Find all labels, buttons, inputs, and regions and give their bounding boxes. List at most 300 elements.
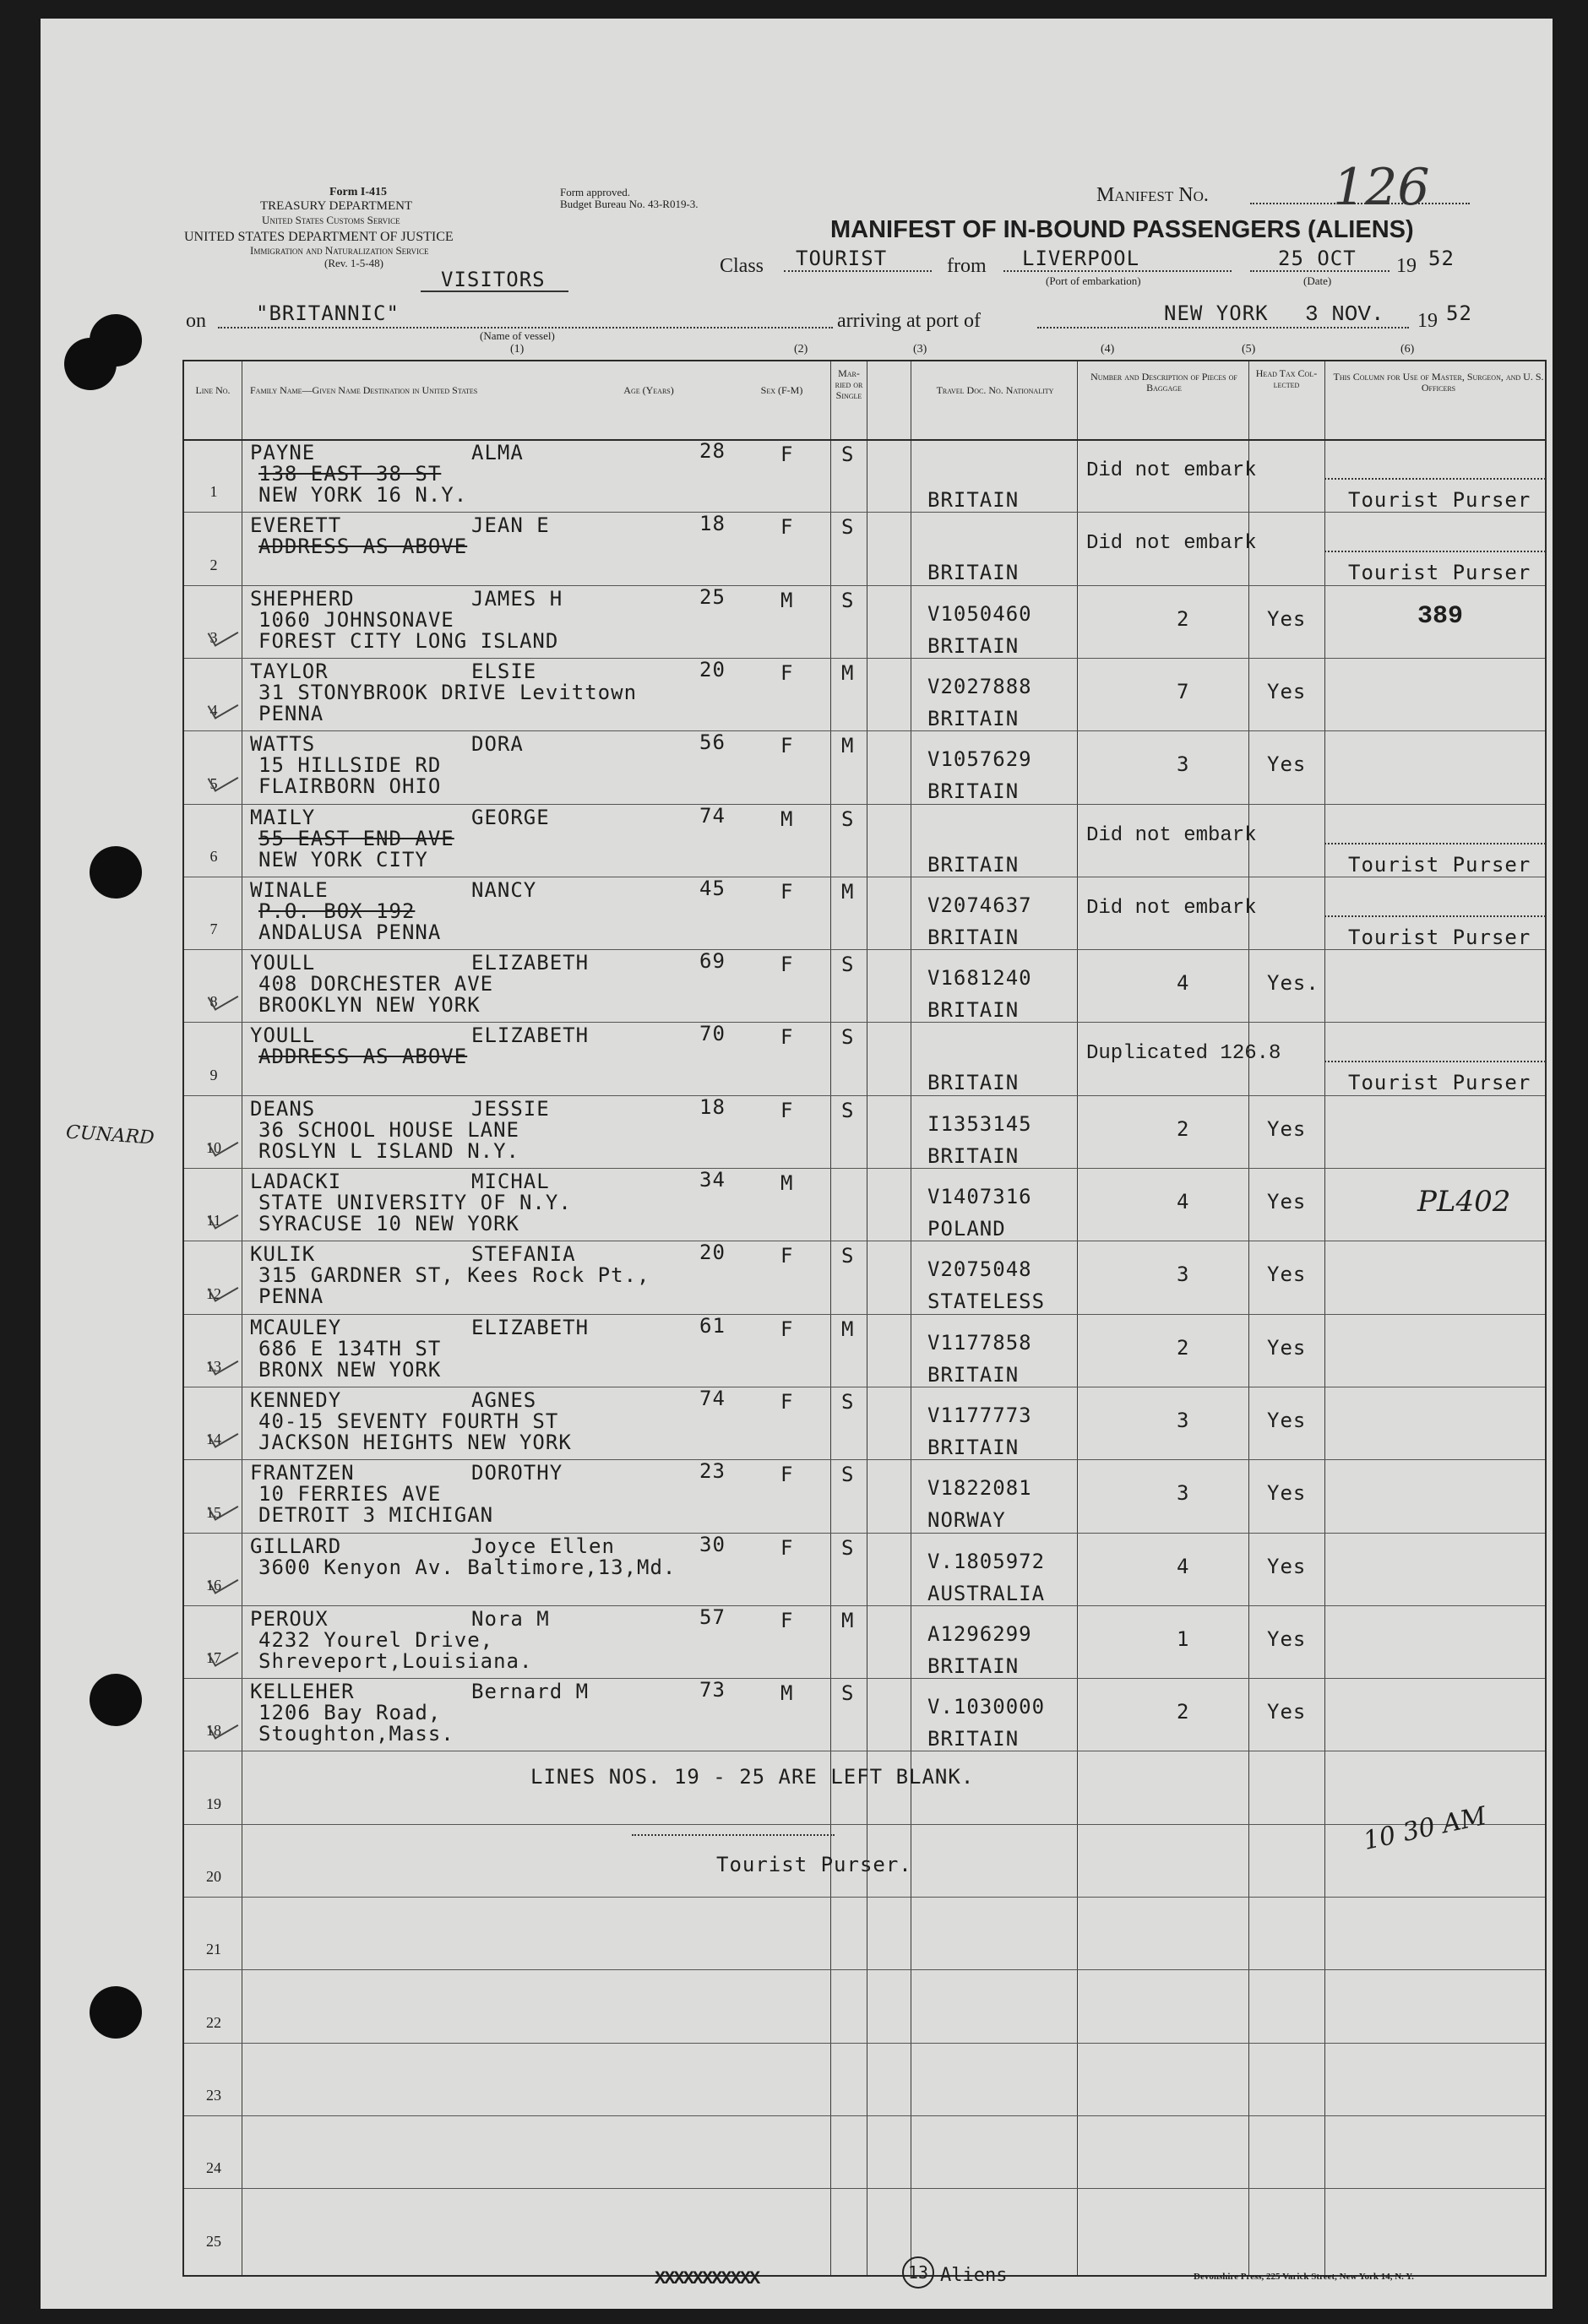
purser-signature-line [632, 1834, 835, 1836]
travel-doc-no: V2074637 [927, 893, 1032, 917]
budget-bureau: Budget Bureau No. 43-R019-3. [560, 198, 699, 210]
passenger-nationality: BRITAIN [927, 561, 1020, 585]
line-number: 21 [206, 1941, 221, 1958]
passenger-married: S [841, 1025, 855, 1050]
col-num-6: (6) [1400, 343, 1415, 356]
passenger-family-name: PEROUX [250, 1606, 329, 1631]
passenger-nationality: BRITAIN [927, 1362, 1020, 1387]
date-line [1250, 270, 1390, 272]
line-number: 13 [206, 1357, 221, 1375]
header-married: Mar-ried or Single [835, 367, 863, 401]
passenger-sex: F [780, 443, 794, 466]
on-label: on [186, 310, 206, 332]
from-value: LIVERPOOL [1022, 247, 1140, 270]
passenger-address-1: 1206 Bay Road, [258, 1701, 442, 1725]
passenger-address-2: ANDALUSA PENNA [258, 920, 442, 944]
passenger-address-1: 40-15 SEVENTY FOURTH ST [258, 1409, 559, 1433]
row-divider [184, 1678, 1545, 1679]
passenger-married: S [841, 1535, 855, 1560]
passenger-given-name: STEFANIA [471, 1242, 576, 1267]
vessel-line [218, 327, 833, 329]
passenger-nationality: BRITAIN [927, 1071, 1020, 1095]
form-approved: Form approved. [560, 186, 631, 198]
form-number: Form I-415 [329, 186, 388, 198]
passenger-sex: M [780, 1171, 794, 1195]
arrival-date: 3 NOV. [1305, 301, 1384, 327]
passenger-age: 34 [699, 1168, 726, 1192]
visitors-stamp: VISITORS [441, 268, 546, 291]
line-number: 14 [206, 1431, 221, 1448]
passenger-address-2: BRONX NEW YORK [258, 1357, 442, 1382]
line-number: 1 [209, 483, 218, 501]
line-number: 10 [206, 1139, 221, 1156]
passenger-address-1: ADDRESS AS ABOVE [258, 1045, 468, 1069]
travel-doc-no: V.1805972 [927, 1549, 1046, 1573]
passenger-family-name: WATTS [250, 732, 316, 757]
line-number: 12 [206, 1284, 221, 1302]
travel-doc-no: V1177858 [927, 1330, 1032, 1355]
passenger-age: 23 [699, 1459, 726, 1484]
passenger-nationality: BRITAIN [927, 925, 1020, 949]
line-number: 11 [206, 1212, 221, 1230]
margin-note: CUNARD [65, 1121, 155, 1149]
printer-imprint: Devonshire Press, 225 Varick Street, New York 14, N. Y. [1194, 2272, 1414, 2282]
passenger-address-1: 31 STONYBROOK DRIVE Levittown [258, 680, 638, 704]
passenger-married: S [841, 515, 855, 540]
passenger-address-1: 686 E 134TH ST [258, 1336, 442, 1360]
head-tax: Yes [1267, 752, 1307, 777]
passenger-address-1: 3600 Kenyon Av. Baltimore,13,Md. [258, 1555, 677, 1579]
passenger-address-2: FOREST CITY LONG ISLAND [258, 628, 559, 653]
passenger-address-2: NEW YORK 16 N.Y. [258, 483, 468, 507]
row-divider [184, 1605, 1545, 1606]
class-label: Class [720, 255, 764, 277]
head-tax: Yes [1267, 1262, 1307, 1287]
struck-x-marks: XXXXXXXXXXX [655, 2268, 759, 2289]
passenger-given-name: ELIZABETH [471, 951, 590, 975]
manifest-table [182, 360, 1547, 2277]
header-line-no: Line No. [195, 384, 231, 396]
passenger-address-2: DETROIT 3 MICHIGAN [258, 1503, 494, 1528]
passenger-sex: F [780, 1463, 794, 1487]
row-divider [184, 1533, 1545, 1534]
passenger-address-2: JACKSON HEIGHTS NEW YORK [258, 1430, 572, 1454]
passenger-family-name: KENNEDY [250, 1387, 342, 1412]
date-value: 25 OCT [1278, 247, 1357, 270]
passenger-sex: M [780, 588, 794, 612]
line-number: 9 [209, 1066, 218, 1083]
port-embark-note: (Port of embarkation) [1046, 274, 1141, 287]
row-divider [184, 1314, 1545, 1315]
arrival-line [1037, 327, 1409, 329]
line-number: 2 [209, 556, 218, 573]
travel-doc-no: V.1030000 [927, 1695, 1046, 1719]
passenger-sex: F [780, 734, 794, 758]
baggage-count: 3 [1177, 752, 1190, 777]
passenger-address-2: ROSLYN L ISLAND N.Y. [258, 1138, 519, 1163]
passenger-given-name: ELSIE [471, 659, 537, 683]
header-head-tax: Head Tax Col-lected [1255, 367, 1318, 390]
passenger-address-1: ADDRESS AS ABOVE [258, 535, 468, 559]
manifest-no-label: Manifest No. [1096, 184, 1209, 206]
passenger-family-name: WINALE [250, 877, 329, 902]
passenger-nationality: POLAND [927, 1217, 1006, 1241]
customs-service: United States Customs Service [262, 214, 400, 226]
passenger-family-name: TAYLOR [250, 659, 329, 683]
passenger-sex: F [780, 879, 794, 904]
passenger-given-name: Nora M [471, 1606, 550, 1631]
baggage-count: 4 [1177, 1190, 1190, 1214]
baggage-status: Did not embark [1086, 896, 1257, 920]
line-number: 4 [209, 702, 218, 719]
line-number: 16 [206, 1576, 221, 1594]
passenger-address-2: BROOKLYN NEW YORK [258, 993, 481, 1018]
head-tax: Yes [1267, 1116, 1307, 1141]
passenger-sex: M [780, 1681, 794, 1706]
travel-doc-no: V1177773 [927, 1403, 1032, 1427]
passenger-address-1: 36 SCHOOL HOUSE LANE [258, 1117, 519, 1142]
passenger-nationality: BRITAIN [927, 488, 1020, 512]
punch-hole [90, 846, 142, 899]
officer-note: Tourist Purser [1348, 1071, 1531, 1095]
passenger-family-name: FRANTZEN [250, 1461, 355, 1485]
line-number: 24 [206, 2159, 221, 2177]
passenger-family-name: MAILY [250, 805, 316, 829]
baggage-count: 2 [1177, 606, 1190, 631]
passenger-sex: F [780, 953, 794, 977]
line-number: 6 [209, 847, 218, 865]
head-tax: Yes. [1267, 971, 1319, 996]
travel-doc-no: V1822081 [927, 1476, 1032, 1501]
passenger-age: 25 [699, 584, 726, 609]
passenger-nationality: BRITAIN [927, 998, 1020, 1023]
passenger-address-2: Shreveport,Louisiana. [258, 1648, 533, 1673]
passenger-address-2: Stoughton,Mass. [258, 1722, 454, 1746]
class-line [784, 270, 932, 272]
travel-doc-no: V2027888 [927, 674, 1032, 698]
travel-doc-no: V1050460 [927, 601, 1032, 626]
aliens-count: 13 [902, 2256, 934, 2289]
passenger-sex: M [780, 806, 794, 831]
baggage-status: Did not embark [1086, 459, 1257, 482]
arrival-port: NEW YORK [1164, 301, 1269, 325]
passenger-married: S [841, 588, 855, 612]
row-divider [184, 658, 1545, 659]
passenger-married: M [841, 879, 855, 904]
col-num-4: (4) [1101, 343, 1115, 356]
year-label: 19 [1396, 255, 1417, 277]
passenger-given-name: ELIZABETH [471, 1024, 590, 1048]
passenger-family-name: GILLARD [250, 1534, 342, 1558]
line-number: 18 [206, 1722, 221, 1740]
passenger-age: 56 [699, 730, 726, 755]
arrival-year: 52 [1446, 301, 1472, 325]
passenger-given-name: DORA [471, 732, 524, 757]
from-label: from [947, 255, 987, 277]
header-name: Family Name—Given Name Destination in United States [250, 384, 478, 396]
row-divider [184, 1168, 1545, 1169]
passenger-given-name: JESSIE [471, 1096, 550, 1121]
passenger-address-1: STATE UNIVERSITY OF N.Y. [258, 1191, 572, 1214]
travel-doc-no: V1681240 [927, 966, 1032, 991]
passenger-address-1: 10 FERRIES AVE [258, 1482, 442, 1507]
baggage-count: 3 [1177, 1481, 1190, 1506]
passenger-nationality: NORWAY [927, 1508, 1006, 1533]
punch-hole [64, 338, 117, 390]
head-tax: Yes [1267, 1408, 1307, 1432]
passenger-sex: F [780, 1317, 794, 1341]
passenger-age: 74 [699, 1386, 726, 1410]
row-divider [184, 585, 1545, 586]
passenger-address-1: 1060 JOHNSONAVE [258, 607, 454, 632]
line-number: 5 [209, 774, 218, 792]
head-tax: Yes [1267, 1335, 1307, 1360]
baggage-count: 4 [1177, 971, 1190, 996]
row-divider [184, 949, 1545, 950]
passenger-given-name: ELIZABETH [471, 1315, 590, 1339]
row-divider [184, 804, 1545, 805]
justice-dept: UNITED STATES DEPARTMENT OF JUSTICE [184, 230, 454, 244]
arrival-year-label: 19 [1417, 310, 1438, 332]
head-tax: Yes [1267, 606, 1307, 631]
header-sex: Sex (F-M) [760, 384, 803, 396]
row-divider [184, 2043, 1545, 2044]
passenger-family-name: KELLEHER [250, 1680, 355, 1704]
passenger-given-name: JAMES H [471, 586, 563, 611]
passenger-given-name: MICHAL [471, 1170, 550, 1193]
passenger-nationality: BRITAIN [927, 779, 1020, 804]
line-number: 22 [206, 2013, 221, 2031]
line-number: 20 [206, 1868, 221, 1885]
passenger-given-name: JEAN E [471, 513, 550, 538]
line-number: 17 [206, 1649, 221, 1667]
passenger-address-2: PENNA [258, 701, 324, 725]
passenger-address-1: 55 EAST END AVE [258, 826, 454, 850]
passenger-married: S [841, 1244, 855, 1268]
passenger-family-name: YOULL [250, 951, 316, 975]
officer-dotted-line [1324, 478, 1546, 480]
officer-note: Tourist Purser [1348, 925, 1531, 949]
passenger-family-name: DEANS [250, 1096, 316, 1121]
passenger-family-name: YOULL [250, 1024, 316, 1048]
passenger-sex: F [780, 1608, 794, 1632]
row-divider [184, 1824, 1545, 1825]
manifest-title: MANIFEST OF IN-BOUND PASSENGERS (ALIENS) [830, 216, 1414, 243]
row-divider [184, 730, 1545, 731]
head-tax: Yes [1267, 1700, 1307, 1724]
passenger-married: S [841, 1389, 855, 1414]
passenger-age: 20 [699, 1241, 726, 1265]
passenger-age: 70 [699, 1022, 726, 1046]
row-divider [184, 512, 1545, 513]
purser-note: Tourist Purser. [716, 1853, 912, 1876]
passenger-married: S [841, 1681, 855, 1706]
passenger-nationality: BRITAIN [927, 706, 1020, 730]
row-divider [184, 1897, 1545, 1898]
passenger-address-2: SYRACUSE 10 NEW YORK [258, 1212, 519, 1235]
passenger-address-1: 15 HILLSIDE RD [258, 753, 442, 778]
visitors-underline [421, 290, 568, 292]
passenger-age: 28 [699, 439, 726, 463]
line-number: 8 [209, 993, 218, 1011]
passenger-address-2: PENNA [258, 1284, 324, 1309]
row-divider [184, 1459, 1545, 1460]
row-divider [184, 1969, 1545, 1970]
passenger-address-1: 4232 Yourel Drive, [258, 1627, 494, 1652]
passenger-married: S [841, 443, 855, 466]
officer-note: Tourist Purser [1348, 488, 1531, 512]
arriving-label: arriving at port of [837, 310, 981, 332]
manifest-no: 126 [1333, 158, 1430, 217]
arrival-time: 10 30 AM [1360, 1801, 1489, 1856]
header-officers: This Column for Use of Master, Surgeon, and U. S. Officers [1333, 371, 1544, 394]
date-note: (Date) [1303, 274, 1332, 287]
travel-doc-no: V2075048 [927, 1257, 1032, 1282]
baggage-count: 4 [1177, 1554, 1190, 1578]
passenger-age: 30 [699, 1532, 726, 1556]
passenger-given-name: DOROTHY [471, 1461, 563, 1485]
passenger-given-name: AGNES [471, 1387, 537, 1412]
baggage-count: 2 [1177, 1700, 1190, 1724]
baggage-count: 3 [1177, 1262, 1190, 1287]
head-tax: Yes [1267, 1626, 1307, 1651]
passenger-family-name: EVERETT [250, 513, 342, 538]
passenger-given-name: GEORGE [471, 805, 550, 829]
passenger-address-1: 315 GARDNER ST, Kees Rock Pt., [258, 1263, 650, 1288]
passenger-married: M [841, 734, 855, 758]
passenger-sex: F [780, 1389, 794, 1414]
passenger-age: 18 [699, 1094, 726, 1119]
passenger-married: M [841, 1317, 855, 1341]
officer-note: Tourist Purser [1348, 561, 1531, 585]
passenger-nationality: BRITAIN [927, 1653, 1020, 1678]
from-line [1003, 270, 1232, 272]
line-number: 19 [206, 1795, 221, 1812]
passenger-sex: F [780, 1535, 794, 1560]
passenger-married: M [841, 1608, 855, 1632]
row-divider [184, 2115, 1545, 2116]
passenger-address-1: 138 EAST 38 ST [258, 462, 442, 486]
head-tax: Yes [1267, 1554, 1307, 1578]
travel-doc-no: A1296299 [927, 1621, 1032, 1646]
head-tax: Yes [1267, 1481, 1307, 1506]
manifest-sheet [41, 19, 1553, 2309]
officer-note: Tourist Purser [1348, 852, 1531, 877]
blank-lines-note: LINES NOS. 19 - 25 ARE LEFT BLANK. [530, 1765, 975, 1789]
head-tax: Yes [1267, 679, 1307, 703]
passenger-family-name: LADACKI [250, 1170, 342, 1193]
officer-dotted-line [1324, 551, 1546, 552]
passenger-given-name: ALMA [471, 441, 524, 464]
passenger-age: 20 [699, 657, 726, 681]
head-tax: Yes [1267, 1190, 1307, 1214]
officer-note: 389 [1417, 601, 1464, 631]
punch-hole [90, 1986, 142, 2039]
col-num-2: (2) [794, 343, 808, 356]
passenger-sex: F [780, 515, 794, 540]
travel-doc-no: V1057629 [927, 747, 1032, 772]
officer-dotted-line [1324, 843, 1546, 844]
travel-doc-no: V1407316 [927, 1185, 1032, 1208]
passenger-given-name: Bernard M [471, 1680, 590, 1704]
passenger-address-2: NEW YORK CITY [258, 847, 428, 872]
passenger-age: 18 [699, 512, 726, 536]
passenger-married: S [841, 953, 855, 977]
passenger-age: 45 [699, 876, 726, 900]
officer-dotted-line [1324, 1061, 1546, 1062]
row-divider [184, 1095, 1545, 1096]
passenger-nationality: STATELESS [927, 1290, 1046, 1314]
passenger-married: S [841, 1098, 855, 1122]
baggage-count: 2 [1177, 1116, 1190, 1141]
passenger-age: 57 [699, 1605, 726, 1629]
baggage-status: Did not embark [1086, 823, 1257, 847]
punch-hole [90, 1674, 142, 1726]
line-number: 7 [209, 920, 218, 938]
header-baggage: Number and Description of Pieces of Baggage [1090, 371, 1237, 394]
passenger-sex: F [780, 1098, 794, 1122]
baggage-status: Did not embark [1086, 532, 1257, 556]
baggage-count: 2 [1177, 1335, 1190, 1360]
passenger-nationality: BRITAIN [927, 1435, 1020, 1459]
passenger-married: M [841, 660, 855, 685]
baggage-count: 7 [1177, 679, 1190, 703]
line-number: 23 [206, 2086, 221, 2104]
passenger-address-1: P.O. BOX 192 [258, 899, 416, 923]
passenger-given-name: Joyce Ellen [471, 1534, 615, 1558]
line-number: 3 [209, 628, 218, 646]
line-number: 25 [206, 2232, 221, 2250]
passenger-nationality: BRITAIN [927, 1727, 1020, 1751]
passenger-married: S [841, 1463, 855, 1487]
treasury-dept: TREASURY DEPARTMENT [260, 199, 413, 213]
officer-dotted-line [1324, 915, 1546, 917]
vessel-name: "BRITANNIC" [256, 301, 400, 325]
passenger-address-1: 408 DORCHESTER AVE [258, 972, 494, 996]
revision: (Rev. 1-5-48) [324, 257, 383, 269]
passenger-address-2: FLAIRBORN OHIO [258, 774, 442, 799]
header-age: Age (Years) [623, 384, 674, 396]
passenger-age: 73 [699, 1678, 726, 1702]
passenger-age: 74 [699, 803, 726, 828]
passenger-sex: F [780, 660, 794, 685]
col-num-1: (1) [510, 343, 525, 356]
vessel-note: (Name of vessel) [480, 329, 555, 342]
line-number: 15 [206, 1503, 221, 1521]
year-value: 52 [1428, 247, 1455, 270]
class-value: TOURIST [796, 247, 888, 270]
ins-service: Immigration and Naturalization Service [250, 244, 429, 257]
header-travel-doc: Travel Doc. No. Nationality [936, 384, 1054, 396]
row-divider [184, 1022, 1545, 1023]
passenger-age: 69 [699, 949, 726, 974]
baggage-count: 3 [1177, 1408, 1190, 1432]
baggage-count: 1 [1177, 1626, 1190, 1651]
passenger-nationality: AUSTRALIA [927, 1581, 1046, 1605]
passenger-family-name: SHEPHERD [250, 586, 355, 611]
passenger-married: S [841, 806, 855, 831]
travel-doc-no: I1353145 [927, 1111, 1032, 1136]
col-num-3: (3) [913, 343, 927, 356]
baggage-status: Duplicated 126.8 [1086, 1042, 1281, 1066]
passenger-nationality: BRITAIN [927, 1143, 1020, 1168]
officer-note: PL402 [1417, 1185, 1511, 1219]
passenger-family-name: MCAULEY [250, 1315, 342, 1339]
row-divider [184, 2188, 1545, 2189]
passenger-given-name: NANCY [471, 877, 537, 902]
passenger-sex: F [780, 1025, 794, 1050]
passenger-family-name: PAYNE [250, 441, 316, 464]
